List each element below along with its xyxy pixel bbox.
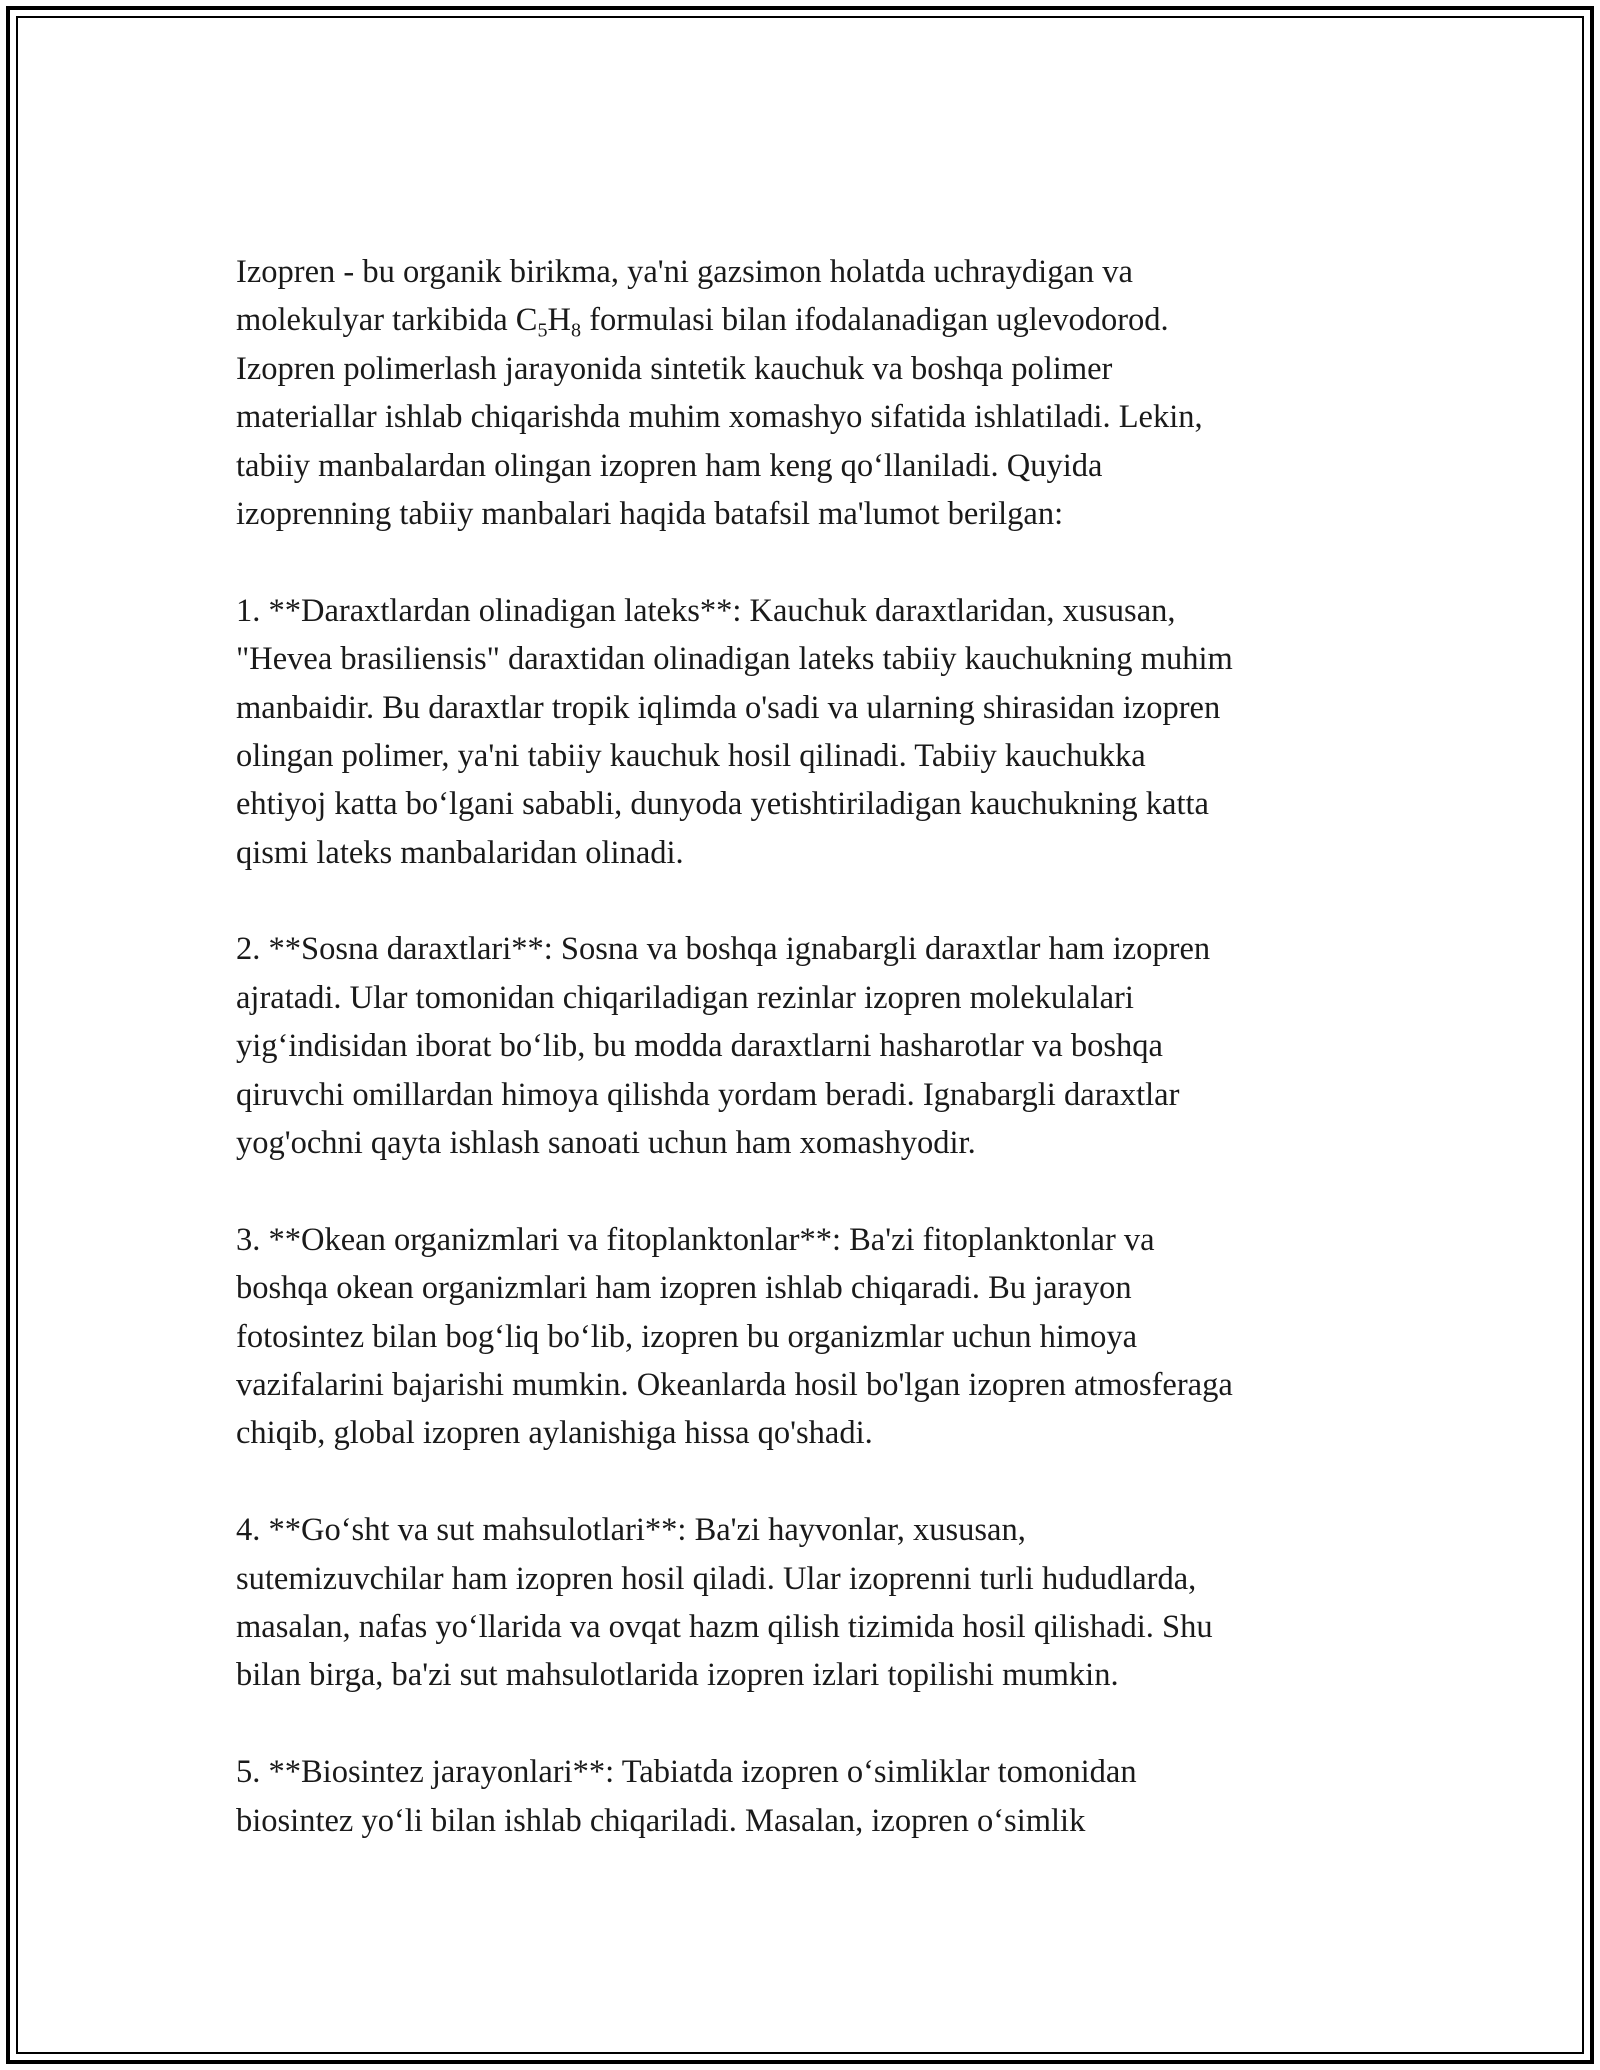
paragraph-gap <box>236 538 1376 586</box>
paragraph-gap <box>236 1700 1376 1748</box>
section-line: masalan, nafas yo‘llarida va ovqat hazm qilish tizimida hosil qilishadi. Shu <box>236 1608 1213 1645</box>
section-2-paragraph <box>236 925 1376 1167</box>
section-line: 5. **Biosintez jarayonlari**: Tabiatda izopren o‘simliklar tomonidan <box>236 1754 1137 1791</box>
section-line: biosintez yo‘li bilan ishlab chiqariladi. Masalan, izopren o‘simlik <box>236 1802 1086 1839</box>
section-line: qiruvchi omillardan himoya qilishda yordam beradi. Ignabargli daraxtlar <box>236 1076 1180 1113</box>
formula-hydrogen-subscript: 8 <box>571 319 582 342</box>
paragraph-gap <box>236 877 1376 925</box>
section-line: 1. **Daraxtlardan olinadigan lateks**: Kauchuk daraxtlaridan, xususan, <box>236 592 1176 629</box>
section-line: fotosintez bilan bog‘liq bo‘lib, izopren bu organizmlar uchun himoya <box>236 1318 1138 1355</box>
chemical-formula <box>515 302 582 342</box>
intro-text: formulasi bilan ifodalanadigan uglevodorod. <box>581 302 1169 339</box>
formula-carbon: C <box>515 302 538 339</box>
section-line: chiqib, global izopren aylanishiga hissa qo'shadi. <box>236 1415 873 1452</box>
intro-line: materiallar ishlab chiqarishda muhim xomashyo sifatida ishlatiladi. Lekin, <box>236 399 1203 436</box>
intro-paragraph <box>236 248 1376 538</box>
formula-hydrogen: H <box>547 302 572 339</box>
intro-line: izoprenning tabiiy manbalari haqida batafsil ma'lumot berilgan: <box>236 495 1064 532</box>
document-body <box>236 248 1376 1845</box>
section-line: manbaidir. Bu daraxtlar tropik iqlimda o'sadi va ularning shirasidan izopren <box>236 689 1221 726</box>
section-line: bilan birga, ba'zi sut mahsulotlarida izopren izlari topilishi mumkin. <box>236 1657 1119 1694</box>
section-line: yig‘indisidan iborat bo‘lib, bu modda daraxtlarni hasharotlar va boshqa <box>236 1028 1163 1065</box>
intro-line: tabiiy manbalardan olingan izopren ham keng qo‘llaniladi. Quyida <box>236 447 1103 484</box>
section-line: sutemizuvchilar ham izopren hosil qiladi. Ular izoprenni turli hududlarda, <box>236 1560 1197 1597</box>
section-line: ajratadi. Ular tomonidan chiqariladigan rezinlar izopren molekulalari <box>236 979 1134 1016</box>
section-line: olingan polimer, ya'ni tabiiy kauchuk hosil qilinadi. Tabiiy kauchukka <box>236 737 1146 774</box>
section-line: 3. **Okean organizmlari va fitoplanktonlar**: Ba'zi fitoplanktonlar va <box>236 1221 1155 1258</box>
section-line: vazifalarini bajarishi mumkin. Okeanlarda hosil bo'lgan izopren atmosferaga <box>236 1366 1233 1403</box>
section-line: yog'ochni qayta ishlash sanoati uchun ham xomashyodir. <box>236 1125 976 1162</box>
intro-text: molekulyar tarkibida <box>236 302 516 339</box>
section-3-paragraph <box>236 1216 1376 1458</box>
formula-carbon-subscript: 5 <box>537 319 548 342</box>
paragraph-gap <box>236 1458 1376 1506</box>
intro-line: Izopren polimerlash jarayonida sintetik kauchuk va boshqa polimer <box>236 350 1113 387</box>
intro-line-with-formula <box>236 296 1376 344</box>
section-4-paragraph <box>236 1506 1376 1700</box>
section-line: "Hevea brasiliensis" daraxtidan olinadigan lateks tabiiy kauchukning muhim <box>236 641 1233 678</box>
section-line: qismi lateks manbalaridan olinadi. <box>236 834 684 871</box>
intro-line: Izopren - bu organik birikma, ya'ni gazsimon holatda uchraydigan va <box>236 254 1133 290</box>
section-line: 2. **Sosna daraxtlari**: Sosna va boshqa ignabargli daraxtlar ham izopren <box>236 931 1211 968</box>
section-1-paragraph <box>236 587 1376 877</box>
section-line: boshqa okean organizmlari ham izopren ishlab chiqaradi. Bu jarayon <box>236 1270 1132 1307</box>
section-5-paragraph <box>236 1748 1376 1845</box>
section-line: 4. **Go‘sht va sut mahsulotlari**: Ba'zi hayvonlar, xususan, <box>236 1512 1026 1549</box>
section-line: ehtiyoj katta bo‘lgani sababli, dunyoda yetishtiriladigan kauchukning katta <box>236 786 1209 823</box>
paragraph-gap <box>236 1167 1376 1215</box>
